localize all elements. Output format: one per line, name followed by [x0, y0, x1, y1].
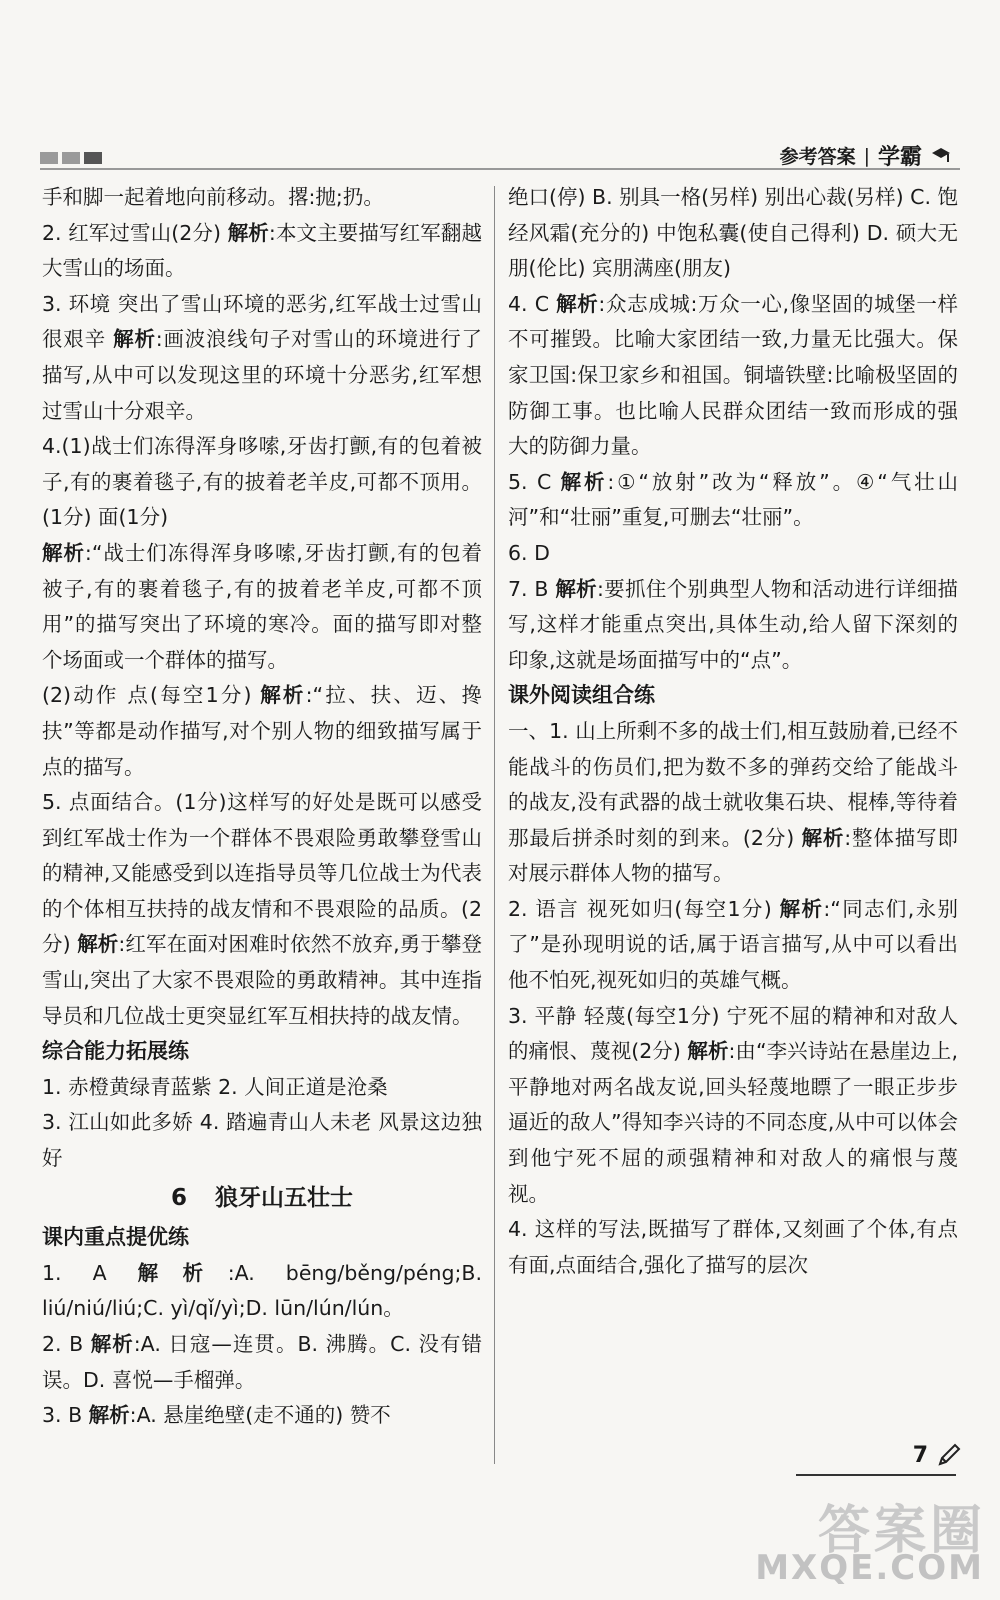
answer-item: 3. 江山如此多娇 4. 踏遍青山人未老 风景这边独好 [42, 1110, 482, 1171]
section-heading: 综合能力拓展练 [42, 1039, 189, 1064]
analysis-label: 解析 [113, 327, 156, 352]
footer-rule [796, 1474, 956, 1476]
page-footer [913, 1442, 962, 1468]
brand-logo: 学霸 [877, 145, 922, 170]
header-separator: | [863, 144, 870, 167]
answer-item: 1. A 解析:A. bēng/běng/péng;B. liú/niú/liú;C. yì/qǐ/yì;D. lūn/lún/lún。 [42, 1260, 482, 1321]
page-header [0, 0, 1000, 190]
answer-item: 绝口(停) B. 别具一格(另样) 别出心裁(另样) C. 饱经风霜(充分的) 中饱私囊(使自己得利) D. 硕大无朋(伦比) 宾朋满座(朋友) [508, 185, 958, 281]
answer-item: 4.(1)战士们冻得浑身哆嗦,牙齿打颤,有的包着被子,有的裹着毯子,有的披着老羊皮,可都不顶用。(1分) 面(1分) [42, 434, 482, 530]
watermark-logo: 答案圈 [817, 1501, 986, 1561]
answer-item: 5. C 解析:①“放射”改为“释放”。④“气壮山河”和“壮丽”重复,可删去“壮丽”。 [508, 469, 959, 530]
header-brand [780, 140, 952, 171]
answer-column-right [508, 180, 958, 1283]
analysis-label: 解析 [687, 1039, 729, 1064]
chapter-number: 6 [170, 1184, 187, 1211]
analysis-label: 解析 [227, 220, 269, 245]
answer-item: 5. 点面结合。(1分)这样写的好处是既可以感受到红军战士作为一个群体不畏艰险勇敢攀登雪山的精神,又能感受到以连指导员等几位战士为代表的个体相互扶持的战友情和不畏艰险的品质。(2分) 解析:红军在面对困难时依然不放弃,勇于攀登雪山,突出了大家不畏艰险的勇敢精神。其中连指导员和几位战士更突显红军互相扶持的战友情。 [42, 790, 482, 1028]
answer-item: 3. 平静 轻蔑(每空1分) 宁死不屈的精神和对敌人的痛恨、蔑视(2分) 解析:由“李兴诗站在悬崖边上,平静地对两名战友说,回头轻蔑地瞟了一眼正步步逼近的敌人”得知李兴诗的不同态度,从中可以体会到他宁死不屈的顽强精神和对敌人的痛恨与蔑视。 [508, 1003, 958, 1206]
answer-column-left [42, 180, 482, 1434]
chapter-name: 狼牙山五壮士 [215, 1184, 353, 1211]
analysis-label: 解析 [260, 683, 306, 708]
analysis-label: 解析 [556, 291, 599, 316]
analysis-label: 解析 [88, 1403, 130, 1428]
pencil-icon [936, 1442, 962, 1468]
answer-item: 4. C 解析:众志成城:万众一心,像坚固的城堡一样不可摧毁。比喻大家团结一致,力量无比强大。保家卫国:保卫家乡和祖国。铜墙铁壁:比喻极坚固的防御工事。也比喻人民群众团结一致而形成的强大的防御力量。 [508, 291, 958, 459]
answer-item: 2. 红军过雪山(2分) 解析:本文主要描写红军翻越大雪山的场面。 [42, 220, 482, 281]
answer-item: 2. B 解析:A. 日寇—连贯。B. 沸腾。C. 没有错误。D. 喜悦—手榴弹。 [42, 1332, 483, 1392]
answer-item: 7. B 解析:要抓住个别典型人物和活动进行详细描写,这样才能重点突出,具体生动,给人留下深刻的印象,这就是场面描写中的“点”。 [508, 576, 959, 672]
chapter-title [42, 1177, 482, 1221]
section-heading: 课内重点提优练 [42, 1225, 189, 1250]
header-decoration [40, 152, 102, 164]
analysis-label: 解析 [779, 896, 824, 921]
page-number: 7 [912, 1442, 928, 1468]
analysis-label: 解析 [90, 1332, 134, 1356]
answer-item: 一、1. 山上所剩不多的战士们,相互鼓励着,已经不能战斗的伤员们,把为数不多的弹药交给了能战斗的战友,没有武器的战士就收集石块、棍棒,等待着那最后拼杀时刻的到来。(2分) 解析:整体描写即对展示群体人物的描写。 [508, 718, 958, 886]
answer-item: 3. 环境 突出了雪山环境的恶劣,红军战士过雪山很艰辛 解析:画波浪线句子对雪山的环境进行了描写,从中可以发现这里的环境十分恶劣,红军想过雪山十分艰辛。 [42, 291, 482, 423]
analysis-label: 解析 [42, 540, 85, 565]
analysis-label: 解析 [560, 469, 608, 494]
answer-item: 6. D [508, 540, 550, 565]
answer-item: 3. B 解析:A. 悬崖绝壁(走不通的) 赞不 [42, 1403, 391, 1428]
analysis-label: 解析 [137, 1260, 228, 1285]
analysis-label: 解析 [555, 576, 597, 601]
answer-item: 手和脚一起着地向前移动。撂:抛;扔。 [42, 185, 384, 209]
answer-item: 解析:“战士们冻得浑身哆嗦,牙齿打颤,有的包着被子,有的裹着毯子,有的披着老羊皮,可都不顶用”的描写突出了环境的寒冷。面的描写即对整个场面或一个群体的描写。 [42, 540, 483, 672]
section-heading: 课外阅读组合练 [508, 683, 655, 708]
graduation-cap-icon [930, 145, 952, 167]
analysis-label: 解析 [801, 825, 845, 850]
answer-item: 1. 赤橙黄绿青蓝紫 2. 人间正道是沧桑 [42, 1074, 388, 1099]
column-divider [494, 186, 495, 1464]
header-section: 参考答案 [779, 146, 856, 168]
answer-item: 2. 语言 视死如归(每空1分) 解析:“同志们,永别了”是孙现明说的话,属于语言描写,从中可以看出他不怕死,视死如归的英雄气概。 [508, 896, 958, 993]
answer-item: (2)动作 点(每空1分) 解析:“拉、扶、迈、搀扶”等都是动作描写,对个别人物的细致描写属于点的描写。 [42, 683, 483, 779]
answer-item: 4. 这样的写法,既描写了群体,又刻画了个体,有点有面,点面结合,强化了描写的层次 [508, 1217, 958, 1277]
watermark-url: MXQE.COM [755, 1548, 984, 1588]
analysis-label: 解析 [77, 932, 119, 957]
